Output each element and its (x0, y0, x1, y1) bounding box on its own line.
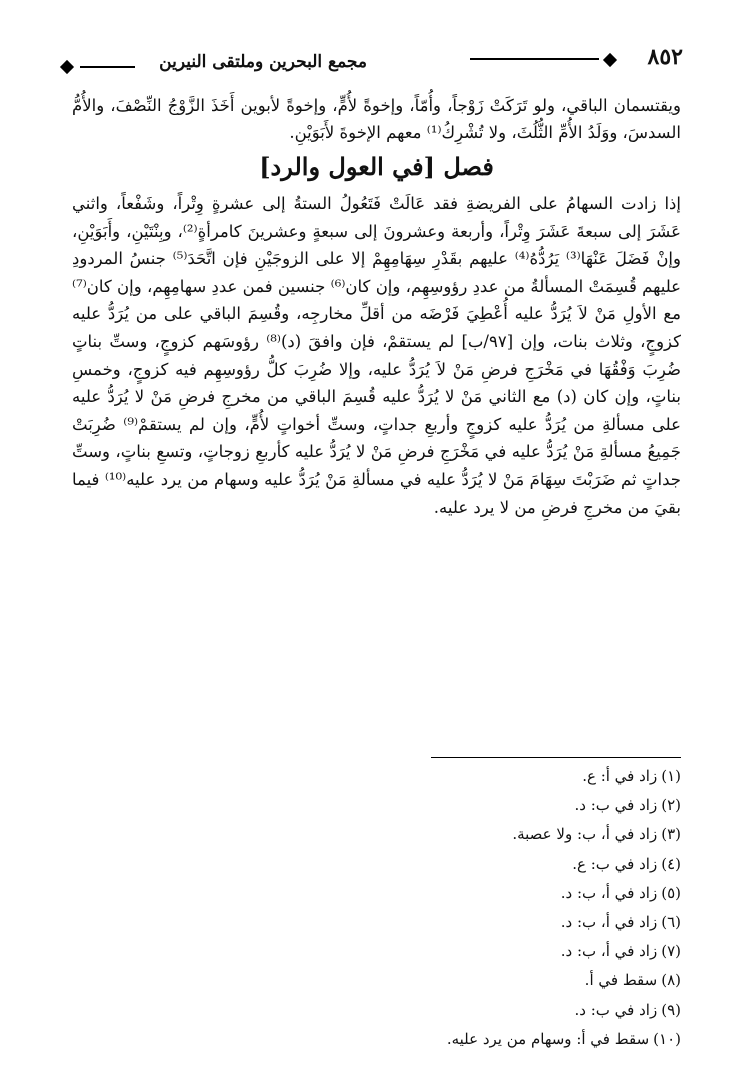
header-rule (80, 66, 135, 68)
footnote-number: (٧) (661, 942, 681, 961)
diamond-ornament-icon (603, 53, 617, 67)
footnote-text: زاد في أ، ب: د. (560, 883, 658, 902)
footnote-number: (٩) (661, 1000, 681, 1019)
footnote-number: (٣) (661, 825, 681, 844)
footnote-number: (٤) (661, 854, 681, 873)
footnote-text: زاد في ب: د. (574, 1000, 658, 1019)
page-number: ٨٥٢ (647, 44, 683, 70)
running-header (62, 42, 683, 82)
main-paragraph: إذا زادت السهامُ على الفريضةِ فقد عَالَتْ فَتَعُولُ الستةُ إلى عشرةٍ وِتْراً، وشَفْعاً، واثني عَشَرَ إلى سبعةَ عَشَرَ وِتْراً، وأربعة وعشرونَ إلى سبعةٍ وعشرينَ كامرأةٍ⁽²⁾، وبِنْتَيْنِ، وأَبَوَيْنِ، وإنْ فَضَلَ عَنْهَا⁽³⁾ يَرُدُّهُ⁽⁴⁾ عليهم بقَدْرِ سِهَامِهِمْ إلا على الزوجَيْنِ فإن اتَّحَدَ⁽⁵⁾ جنسُ المردودِ عليهم قُسِمَتْ المسألةُ من عددِ رؤوسِهِم، وإن كان⁽⁶⁾ جنسين فمن عددِ سهامِهِم، وإن كان⁽⁷⁾ مع الأولِ مَنْ لاَ يُرَدُّ عليه أُعْطِيَ فَرْضَه من أقلِّ مخارجِه، وقُسِمَ الباقي على من يُرَدُّ عليه كزوجٍ، وثلاث بنات، وإن [٩٧/ب] لم يستقمْ، فإن وافقَ (د)⁽⁸⁾ رؤوسَهم كزوجٍ، وستِّ بناتٍ ضُرِبَ وَفْقُهَا في مَخْرَجِ فرضِ مَنْ لاَ يُرَدُّ عليه، وإلا ضُرِبَ كلُّ رؤوسِهِم فيه كزوجٍ، وخمسِ بناتٍ، وإن كان (د) مع الثاني مَنْ لا يُرَدُّ عليه قُسِمَ الباقي من مخرجِ فرضِ مَنْ لا يُرَدُّ عليه على مسألةِ من يُرَدُّ عليه كزوجٍ وأربعِ جداتٍ، وستِّ أخواتٍ لأُمٍّ، وإن لم يستقمْ⁽⁹⁾ ضُرِبَتْ جَمِيعُ مسألةِ مَنْ يُرَدُّ عليه في مَخْرَجِ فرضِ مَنْ لا يُرَدُّ عليه كأربعِ زوجاتٍ، وتسعِ بناتٍ، وستِّ جداتٍ ثم ضَرَبْتَ سِهَامَ مَنْ لا يُرَدُّ عليه في مسألةِ مَنْ يُرَدُّ عليه وسهام من يرد عليه⁽¹⁰⁾ فيما بقيَ من مخرجِ فرضِ من لا يرد عليه. (72, 194, 682, 517)
footnote-text: سقط في أ: وسهام من يرد عليه. (446, 1029, 650, 1048)
footnote (72, 966, 681, 995)
footnote (72, 791, 681, 820)
footnote-number: (٢) (661, 796, 681, 815)
book-title: مجمع البحرين وملتقى النيرين (159, 52, 367, 72)
footnote-number: (٦) (661, 912, 681, 931)
footnote-number: (٨) (661, 971, 681, 990)
footnote (72, 1025, 681, 1054)
footnote (72, 908, 681, 937)
footnote-text: سقط في أ. (584, 971, 658, 990)
footnote (72, 850, 681, 879)
footnote-number: (٥) (661, 883, 681, 902)
footnote-text: زاد في أ، ب: ولا عصبة. (512, 825, 658, 844)
footnotes-list (72, 762, 681, 1054)
footnote-text: زاد في أ، ب: د. (560, 942, 658, 961)
footnote (72, 820, 681, 849)
section-title: فصل [في العول والرد] (259, 152, 494, 181)
footnote (72, 937, 681, 966)
header-rule (470, 58, 599, 60)
footnote-text: زاد في ب: د. (574, 796, 658, 815)
diamond-ornament-icon (60, 60, 74, 74)
footnote (72, 879, 681, 908)
footnote-text: زاد في أ: ع. (582, 767, 658, 785)
footnote-number: (١) (661, 767, 681, 785)
footnote-text: زاد في ب: ع. (572, 854, 658, 873)
opening-paragraph: ويقتسمان الباقي، ولو تَرَكَتْ زَوْجاً، وأُمّاً، وإخوةً لأُمٍّ، وإخوةً لأبوين أَخَذَ الزَّوْجُ النِّصْفَ، والأُمُّ السدسَ، ووَلَدُ الأُمِّ الثُّلُثَ، ولا تُشْرِكُ⁽¹⁾ معهم الإخوةَ لأَبَوَيْنِ. (72, 96, 681, 142)
footnote-number: (١٠) (653, 1029, 681, 1048)
footnote (72, 762, 681, 791)
footnote-separator (431, 757, 681, 758)
footnote (72, 996, 681, 1025)
footnote-text: زاد في أ، ب: د. (560, 912, 658, 931)
